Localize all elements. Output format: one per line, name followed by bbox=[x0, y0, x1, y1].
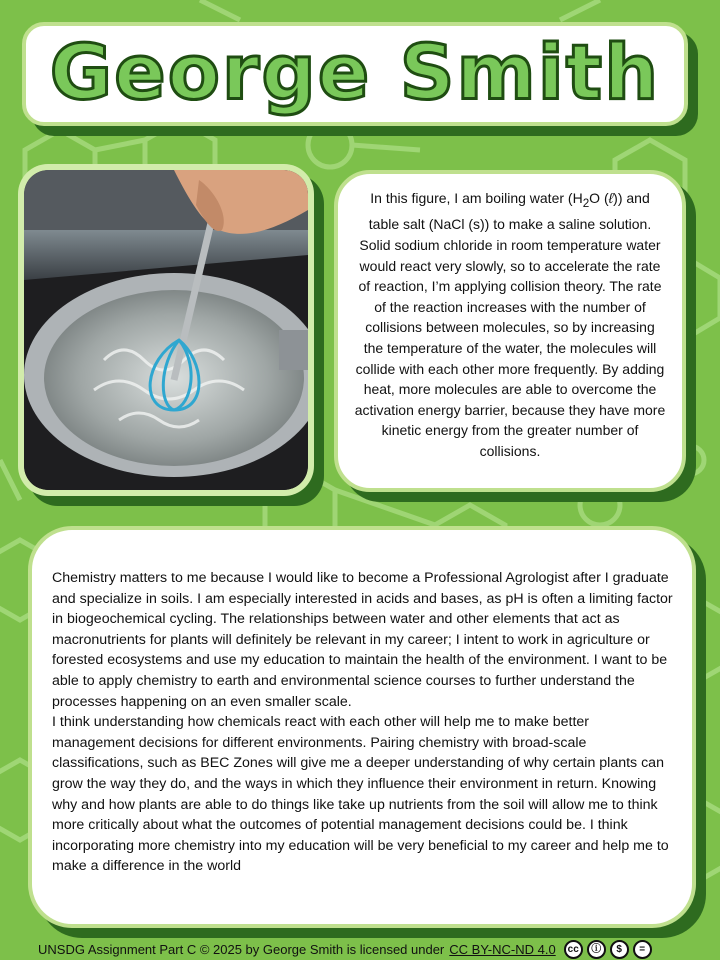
boiling-water-photo bbox=[24, 170, 308, 490]
caption-panel bbox=[334, 170, 686, 492]
photo-caption: In this figure, I am boiling water ($H_2O$ (ℓ)) and table salt (NaCl (s)) to make a saline solution. Solid sodium chloride in room temperature water would react very slowly, so to accelerate the rate of reaction, I’m applying collision theory. The rate of the reaction increases with the number of collisions between molecules, so by increasing the temperature of the water, the molecules will collide with each other more frequently. By adding heat, more molecules are able to overcome the activation energy barrier, because they have more kinetic energy from the greater number of collisions. bbox=[354, 190, 666, 459]
nc-icon: $ bbox=[610, 940, 629, 959]
reflection-paragraph-2: I think understanding how chemicals react with each other will help me to make better management decisions for different environments. Pairing chemistry with broad-scale classifications, such as BEC Zones will give me a deeper understanding of why certain plants can grow the way they do, and the ways in which they influence their environment in return. Knowing why and how plants are able to do things like take up nutrients from the soil will allow me to think more critically about what the outcomes of potential management decisions could be. I think incorporating more chemistry into my education will be very beneficial to my career and help me to make a difference in the world bbox=[52, 714, 669, 875]
license-text: UNSDG Assignment Part C © 2025 by George Smith is licensed under bbox=[38, 941, 445, 957]
reflection-paragraph-1: Chemistry matters to me because I would like to become a Professional Agrologist after I graduate and specialize in soils. I am especially interested in acids and bases, as pH is often a limiting factor in biogeochemical cycling. The relationships between water and other elements that act as macronutrients for plants will definitely be relevant in my career; I intent to work in agriculture or forested ecosystems and use my education to maintain the health of the environment. I want to be able to apply chemistry to earth and environmental science courses to further understand the processes happening on an even smaller scale. bbox=[52, 570, 673, 710]
title-banner bbox=[22, 22, 688, 126]
license-link[interactable]: CC BY-NC-ND 4.0 bbox=[449, 941, 556, 957]
license-icons bbox=[564, 940, 652, 959]
photo-frame bbox=[18, 164, 314, 496]
by-icon: ⓘ bbox=[587, 940, 606, 959]
nd-icon: = bbox=[633, 940, 652, 959]
reflection-panel bbox=[28, 526, 696, 928]
page-title: George Smith bbox=[49, 27, 661, 117]
cc-icon: cc bbox=[564, 940, 583, 959]
license-footer bbox=[38, 938, 652, 960]
